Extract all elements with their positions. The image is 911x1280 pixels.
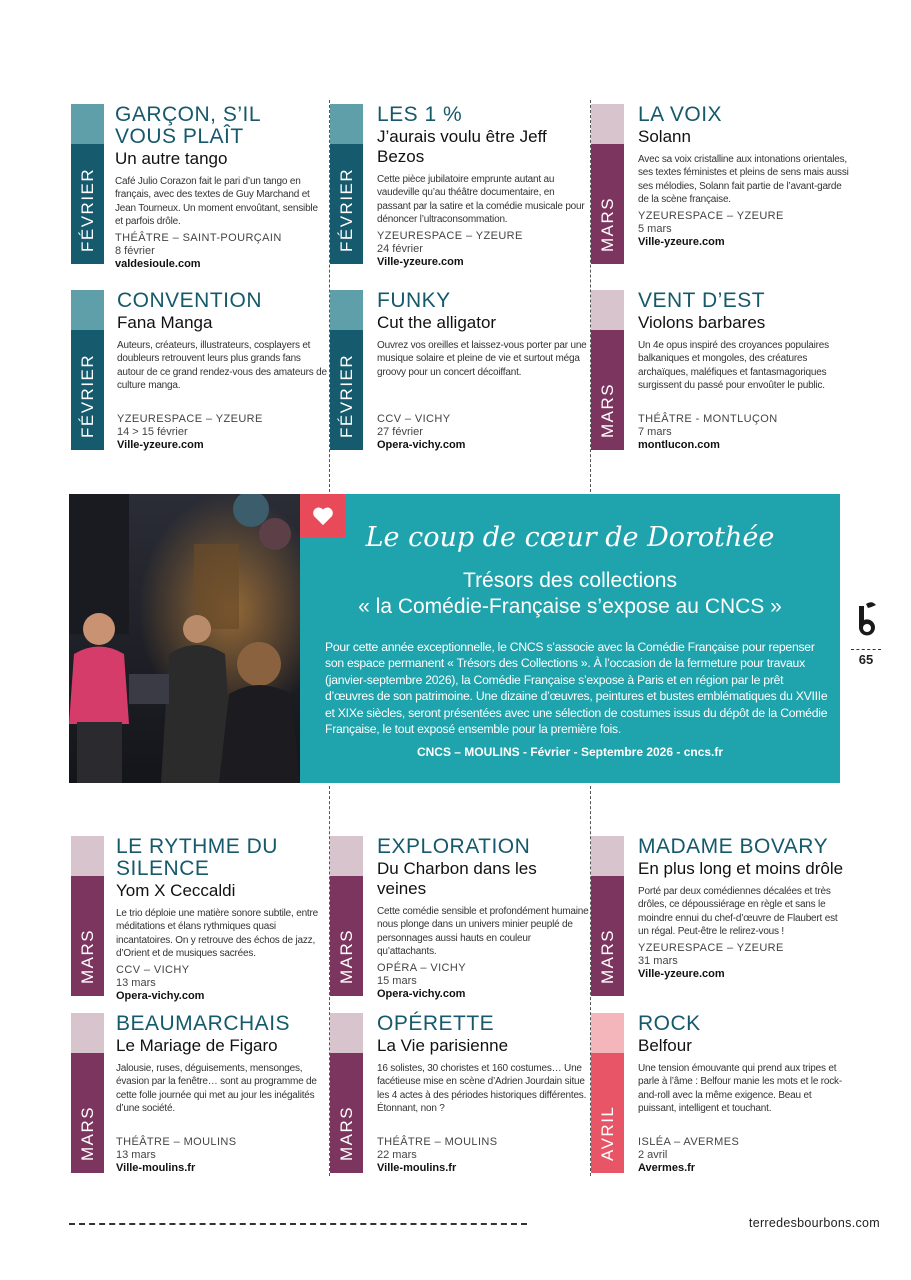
event-venue: THÉÂTRE – MOULINS	[116, 1136, 237, 1148]
event-description: Ouvrez vos oreilles et laissez-vous porter par une musique solaire et pleine de vie et surtout méga groovy pour un concert décoiffant.	[377, 340, 587, 378]
event-card	[71, 1013, 326, 1178]
event-title: BEAUMARCHAIS	[116, 1012, 291, 1035]
event-venue: YZEURESPACE – YZEURE	[117, 413, 263, 425]
month-label: FÉVRIER	[336, 353, 356, 438]
event-title: EXPLORATION	[377, 835, 531, 858]
event-description: Un 4e opus inspiré des croyances populaires balkaniques et mongoles, des créatures archaïques, maléfiques et fantasmagoriques surgissent du passé pour envoûter le public.	[638, 340, 829, 392]
event-title: MADAME BOVARY	[638, 835, 829, 858]
event-date: 24 février	[377, 242, 423, 255]
event-website-link[interactable]: Ville-yzeure.com	[638, 235, 725, 248]
event-title: GARÇON, S’IL VOUS PLAÎT	[115, 103, 261, 148]
month-label: MARS	[597, 382, 617, 438]
event-card	[591, 1013, 846, 1178]
event-card	[330, 104, 585, 269]
event-title: LES 1 %	[377, 103, 463, 126]
month-band	[330, 836, 363, 996]
event-description: Une tension émouvante qui prend aux tripes et parle à l’âme : Belfour manie les mots et le rock-and-roll avec la même exigence. Beau et puissant, intelligent et touchant.	[638, 1063, 842, 1115]
featured-event-panel	[69, 494, 840, 783]
event-title: CONVENTION	[117, 289, 263, 312]
event-website-link[interactable]: Ville-yzeure.com	[638, 967, 725, 980]
month-band	[71, 1013, 104, 1173]
event-website-link[interactable]: Opera-vichy.com	[377, 987, 466, 1000]
feature-title-line: Trésors des collections	[463, 569, 677, 592]
event-date: 13 mars	[116, 976, 156, 989]
month-label: AVRIL	[597, 1105, 617, 1161]
event-card	[71, 836, 326, 1001]
event-card	[591, 836, 846, 1001]
event-date: 31 mars	[638, 954, 678, 967]
event-website-link[interactable]: Ville-moulins.fr	[116, 1162, 196, 1174]
event-website-link[interactable]: Ville-yzeure.com	[117, 439, 204, 451]
event-title: LA VOIX	[638, 103, 723, 126]
month-label: FÉVRIER	[77, 167, 97, 252]
event-date: 22 mars	[377, 1149, 417, 1161]
event-description: Café Julio Corazon fait le pari d’un tango en français, avec des textes de Guy Marchand et Jean Tourneux. Un moment envoûtant, sensible et parfois drôle.	[115, 176, 318, 228]
feature-title	[300, 568, 840, 620]
month-band	[591, 104, 624, 264]
page-number: 65	[851, 649, 881, 667]
month-label: MARS	[336, 1105, 356, 1161]
month-label: FÉVRIER	[77, 353, 97, 438]
event-card	[330, 1013, 585, 1178]
event-date: 14 > 15 février	[117, 426, 188, 438]
month-label: MARS	[597, 928, 617, 984]
event-date: 2 avril	[638, 1149, 668, 1161]
event-description: Cette comédie sensible et profondément humaine nous plonge dans un univers minier peuplé de personnages aussi hauts en couleur qu’attachants.	[377, 906, 589, 958]
event-website-link[interactable]: Opera-vichy.com	[116, 989, 205, 1002]
month-band	[71, 290, 104, 450]
event-card	[591, 103, 849, 269]
month-band	[591, 836, 624, 996]
event-subtitle: Le Mariage de Figaro	[116, 1036, 278, 1055]
feature-meta: CNCS – MOULINS - Février - Septembre 2026 - cncs.fr	[416, 745, 724, 759]
footer-divider	[69, 1223, 527, 1225]
event-date: 5 mars	[638, 222, 672, 235]
event-website-link[interactable]: Ville-yzeure.com	[377, 255, 464, 268]
event-website-link[interactable]: Ville-moulins.fr	[377, 1162, 457, 1174]
event-date: 27 février	[377, 426, 423, 438]
event-website-link[interactable]: Opera-vichy.com	[377, 439, 466, 451]
month-label: MARS	[597, 196, 617, 252]
event-subtitle: Solann	[638, 127, 691, 146]
event-venue: ISLÉA – AVERMES	[638, 1136, 740, 1148]
event-venue: THÉÂTRE - MONTLUÇON	[638, 413, 778, 425]
month-band	[71, 104, 104, 264]
event-subtitle: Belfour	[638, 1036, 692, 1055]
month-band	[330, 290, 363, 450]
month-label: FÉVRIER	[336, 167, 356, 252]
event-subtitle: Fana Manga	[117, 313, 213, 332]
event-description: Auteurs, créateurs, illustrateurs, cosplayers et doubleurs retrouvent leurs plus grands fans autour de ce grand rendez-vous des amateurs de culture manga.	[117, 340, 327, 392]
event-subtitle: Du Charbon dans les veines	[377, 859, 537, 898]
event-venue: CCV – VICHY	[116, 963, 190, 976]
event-venue: OPÉRA – VICHY	[377, 961, 466, 974]
event-date: 8 février	[115, 244, 155, 257]
event-description: Avec sa voix cristalline aux intonations orientales, ses textes féministes et pleins de sens mais aussi ses mélodies, Solann fait partie de l’avant-garde de la scène française.	[638, 154, 849, 206]
event-card	[330, 835, 589, 1001]
event-date: 13 mars	[116, 1149, 156, 1161]
event-description: 16 solistes, 30 choristes et 160 costumes… Une facétieuse mise en scène d’Adrien Jourdain situe les 4 actes à des périodes historiques différentes. Étonnant, non ?	[377, 1063, 587, 1115]
event-title: ROCK	[638, 1012, 701, 1035]
event-subtitle: Yom X Ceccaldi	[116, 881, 236, 900]
event-card	[591, 290, 846, 455]
event-date: 15 mars	[377, 974, 417, 987]
event-description: Jalousie, ruses, déguisements, mensonges, évasion par la fenêtre… sont au programme de cette folle journée qui met au jour les inégalités d’une société.	[116, 1063, 317, 1115]
event-card	[330, 290, 585, 455]
event-venue: CCV – VICHY	[377, 413, 451, 425]
month-band	[71, 836, 104, 996]
event-description: Cette pièce jubilatoire emprunte autant au vaudeville qu’au théâtre documentaire, en passant par la satire et la comédie musicale pour dénoncer l’ultraconsommation.	[377, 174, 585, 226]
month-band	[591, 1013, 624, 1173]
footer-website-link[interactable]: terredesbourbons.com	[748, 1216, 880, 1230]
event-subtitle: J’aurais voulu être Jeff Bezos	[377, 127, 547, 166]
month-band	[330, 104, 363, 264]
event-website-link[interactable]: montlucon.com	[638, 439, 720, 451]
exhibition-photo	[69, 494, 300, 783]
feature-description: Pour cette année exceptionnelle, le CNCS s’associe avec la Comédie Française pour repenser son espace permanent « Trésors des Collections ». À l’occasion de la fermeture pour travaux (janvier-septembre 2026), la Comédie Française s’expose à Paris et en région par le prêt d’œuvres de son patrimoine. Une dizaine d’œuvres, peintures et bustes emblématiques du XVIIIe et XIXe siècles, seront présentées avec une sélection de costumes issus du dépôt de la Comédie Française, le tout exposé ensemble pour la première fois.	[325, 640, 828, 737]
event-venue: THÉÂTRE – MOULINS	[377, 1136, 498, 1148]
event-venue: YZEURESPACE – YZEURE	[638, 941, 784, 954]
event-description: Porté par deux comédiennes décalées et très drôles, ce dépoussiérage en règle et sans le moindre ennui du chef-d’œuvre de Flaubert est un régal. Peut-être le relirez-vous !	[638, 886, 838, 938]
month-label: MARS	[77, 928, 97, 984]
event-title: LE RYTHME DU SILENCE	[116, 835, 278, 880]
event-title: FUNKY	[377, 289, 451, 312]
month-label: MARS	[336, 928, 356, 984]
event-card	[71, 104, 326, 269]
month-band	[591, 290, 624, 450]
event-date: 7 mars	[638, 426, 672, 438]
event-subtitle: En plus long et moins drôle	[638, 859, 844, 878]
feature-kicker: Le coup de cœur de Dorothée	[365, 522, 775, 553]
event-venue: YZEURESPACE – YZEURE	[377, 229, 523, 242]
event-card	[71, 290, 326, 455]
feature-title-line: « la Comédie-Française s’expose au CNCS »	[358, 595, 782, 618]
event-website-link[interactable]: Avermes.fr	[638, 1162, 696, 1174]
event-description: Le trio déploie une matière sonore subtile, entre méditations et élans rythmiques quasi incantatoires. On y retrouve des échos de jazz, d’Orient et de musiques sacrées.	[116, 908, 318, 960]
bourbons-logo-icon	[852, 600, 882, 640]
event-venue: THÉÂTRE – SAINT-POURÇAIN	[115, 231, 282, 244]
event-subtitle: La Vie parisienne	[377, 1036, 509, 1055]
event-title: OPÉRETTE	[377, 1012, 495, 1035]
event-website-link[interactable]: valdesioule.com	[115, 257, 201, 270]
event-subtitle: Violons barbares	[638, 313, 766, 332]
event-title: VENT D’EST	[638, 289, 766, 312]
event-subtitle: Un autre tango	[115, 149, 228, 168]
month-label: MARS	[77, 1105, 97, 1161]
month-band	[330, 1013, 363, 1173]
event-subtitle: Cut the alligator	[377, 313, 497, 332]
event-venue: YZEURESPACE – YZEURE	[638, 209, 784, 222]
